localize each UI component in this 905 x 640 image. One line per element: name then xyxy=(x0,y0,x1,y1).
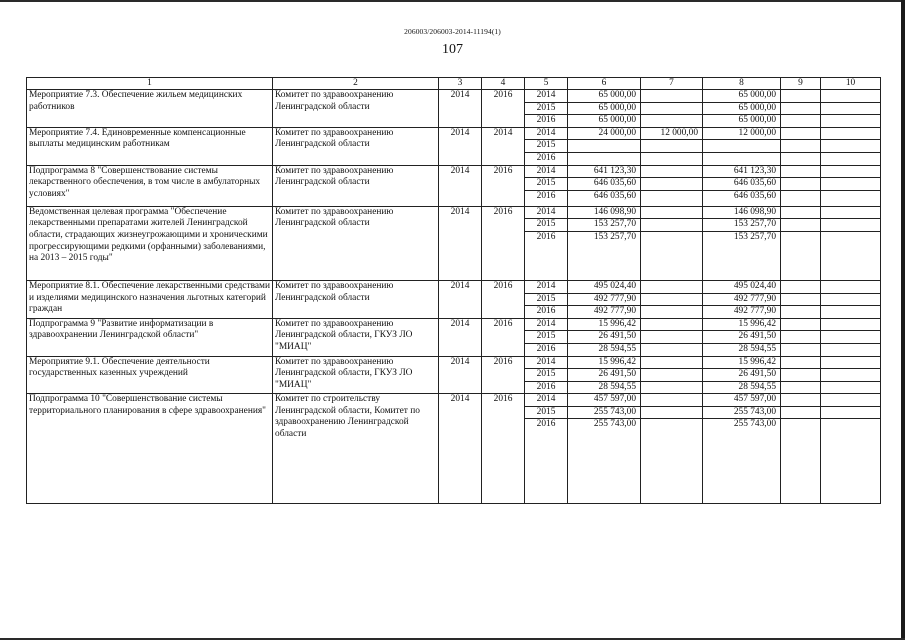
start-year-cell: 2014 xyxy=(439,318,482,356)
col10-cell xyxy=(821,178,881,191)
start-year-cell: 2014 xyxy=(439,90,482,128)
column-header: 9 xyxy=(781,78,821,90)
amount-total-cell: 646 035,60 xyxy=(568,190,641,206)
col9-cell xyxy=(781,331,821,344)
col9-cell xyxy=(781,115,821,128)
col9-cell xyxy=(781,293,821,306)
amount-regional-cell: 492 777,90 xyxy=(703,293,781,306)
document-code: 206003/206003-2014-11194(1) xyxy=(404,27,501,36)
amount-federal-cell xyxy=(641,406,703,419)
amount-regional-cell: 26 491,50 xyxy=(703,369,781,382)
year-cell: 2016 xyxy=(525,306,568,319)
col9-cell xyxy=(781,178,821,191)
col10-cell xyxy=(821,318,881,331)
year-cell: 2014 xyxy=(525,280,568,293)
table-row xyxy=(27,394,881,407)
year-cell: 2014 xyxy=(525,90,568,103)
year-cell: 2016 xyxy=(525,419,568,504)
amount-regional-cell: 495 024,40 xyxy=(703,280,781,293)
column-header: 5 xyxy=(525,78,568,90)
col10-cell xyxy=(821,127,881,140)
amount-federal-cell xyxy=(641,381,703,394)
col9-cell xyxy=(781,406,821,419)
start-year-cell: 2014 xyxy=(439,394,482,504)
col10-cell xyxy=(821,394,881,407)
year-cell: 2014 xyxy=(525,165,568,178)
amount-regional-cell: 255 743,00 xyxy=(703,419,781,504)
col10-cell xyxy=(821,306,881,319)
amount-federal-cell xyxy=(641,115,703,128)
table-row xyxy=(27,318,881,331)
col9-cell xyxy=(781,343,821,356)
amount-regional-cell xyxy=(703,152,781,165)
amount-federal-cell xyxy=(641,90,703,103)
amount-regional-cell: 28 594,55 xyxy=(703,343,781,356)
year-cell: 2015 xyxy=(525,406,568,419)
amount-regional-cell: 646 035,60 xyxy=(703,190,781,206)
amount-total-cell: 65 000,00 xyxy=(568,90,641,103)
col9-cell xyxy=(781,394,821,407)
amount-total-cell: 153 257,70 xyxy=(568,231,641,280)
column-header: 10 xyxy=(821,78,881,90)
year-cell: 2016 xyxy=(525,152,568,165)
amount-federal-cell xyxy=(641,293,703,306)
amount-regional-cell: 641 123,30 xyxy=(703,165,781,178)
amount-regional-cell: 646 035,60 xyxy=(703,178,781,191)
amount-regional-cell: 255 743,00 xyxy=(703,406,781,419)
amount-total-cell: 646 035,60 xyxy=(568,178,641,191)
column-header: 4 xyxy=(482,78,525,90)
amount-total-cell: 28 594,55 xyxy=(568,343,641,356)
amount-regional-cell xyxy=(703,140,781,153)
amount-regional-cell: 492 777,90 xyxy=(703,306,781,319)
amount-regional-cell: 153 257,70 xyxy=(703,219,781,232)
amount-federal-cell xyxy=(641,394,703,407)
year-cell: 2016 xyxy=(525,381,568,394)
executor-cell: Комитет по здравоохранению Ленинградской области xyxy=(273,165,439,206)
table-row xyxy=(27,356,881,369)
year-cell: 2015 xyxy=(525,140,568,153)
start-year-cell: 2014 xyxy=(439,356,482,394)
executor-cell: Комитет по здравоохранению Ленинградской области, ГКУЗ ЛО "МИАЦ" xyxy=(273,356,439,394)
executor-cell: Комитет по строительству Ленинградской области, Комитет по здравоохранению Ленинградской области xyxy=(273,394,439,504)
column-header: 7 xyxy=(641,78,703,90)
col9-cell xyxy=(781,140,821,153)
amount-regional-cell: 12 000,00 xyxy=(703,127,781,140)
col10-cell xyxy=(821,331,881,344)
amount-federal-cell xyxy=(641,165,703,178)
amount-total-cell: 492 777,90 xyxy=(568,293,641,306)
col9-cell xyxy=(781,190,821,206)
year-cell: 2016 xyxy=(525,343,568,356)
table-row xyxy=(27,206,881,219)
year-cell: 2016 xyxy=(525,190,568,206)
col10-cell xyxy=(821,190,881,206)
program-name-cell: Мероприятие 9.1. Обеспечение деятельности государственных казенных учреждений xyxy=(27,356,273,394)
col10-cell xyxy=(821,343,881,356)
amount-federal-cell xyxy=(641,318,703,331)
start-year-cell: 2014 xyxy=(439,165,482,206)
col9-cell xyxy=(781,165,821,178)
table-row xyxy=(27,127,881,140)
column-number-row xyxy=(27,78,881,90)
program-name-cell: Мероприятие 7.3. Обеспечение жильем медицинских работников xyxy=(27,90,273,128)
col9-cell xyxy=(781,280,821,293)
amount-federal-cell xyxy=(641,343,703,356)
col9-cell xyxy=(781,127,821,140)
executor-cell: Комитет по здравоохранению Ленинградской области xyxy=(273,127,439,165)
col10-cell xyxy=(821,293,881,306)
col10-cell xyxy=(821,140,881,153)
col9-cell xyxy=(781,419,821,504)
amount-federal-cell xyxy=(641,219,703,232)
amount-total-cell: 28 594,55 xyxy=(568,381,641,394)
column-header: 1 xyxy=(27,78,273,90)
year-cell: 2014 xyxy=(525,318,568,331)
table-row xyxy=(27,90,881,103)
executor-cell: Комитет по здравоохранению Ленинградской области xyxy=(273,280,439,318)
year-cell: 2014 xyxy=(525,394,568,407)
amount-total-cell: 65 000,00 xyxy=(568,102,641,115)
amount-regional-cell: 457 597,00 xyxy=(703,394,781,407)
program-name-cell: Подпрограмма 9 "Развитие информатизации в здравоохранении Ленинградской области" xyxy=(27,318,273,356)
amount-federal-cell xyxy=(641,152,703,165)
amount-federal-cell xyxy=(641,369,703,382)
amount-total-cell: 26 491,50 xyxy=(568,369,641,382)
amount-total-cell: 495 024,40 xyxy=(568,280,641,293)
end-year-cell: 2016 xyxy=(482,356,525,394)
end-year-cell: 2016 xyxy=(482,165,525,206)
table-row xyxy=(27,165,881,178)
program-name-cell: Мероприятие 7.4. Единовременные компенсационные выплаты медицинским работникам xyxy=(27,127,273,165)
amount-regional-cell: 146 098,90 xyxy=(703,206,781,219)
column-header: 6 xyxy=(568,78,641,90)
scan-border-right xyxy=(901,0,905,640)
page-number: 107 xyxy=(442,42,463,57)
col10-cell xyxy=(821,152,881,165)
col9-cell xyxy=(781,381,821,394)
col10-cell xyxy=(821,219,881,232)
year-cell: 2015 xyxy=(525,293,568,306)
scan-border-top xyxy=(0,0,905,2)
start-year-cell: 2014 xyxy=(439,280,482,318)
year-cell: 2015 xyxy=(525,369,568,382)
executor-cell: Комитет по здравоохранению Ленинградской области xyxy=(273,90,439,128)
amount-total-cell xyxy=(568,152,641,165)
amount-federal-cell xyxy=(641,231,703,280)
amount-total-cell: 65 000,00 xyxy=(568,115,641,128)
col9-cell xyxy=(781,219,821,232)
col9-cell xyxy=(781,318,821,331)
program-name-cell: Подпрограмма 10 "Совершенствование системы территориального планирования в сфере здравоохранения" xyxy=(27,394,273,504)
end-year-cell: 2016 xyxy=(482,318,525,356)
start-year-cell: 2014 xyxy=(439,127,482,165)
col10-cell xyxy=(821,231,881,280)
program-name-cell: Мероприятие 8.1. Обеспечение лекарственными средствами и изделиями медицинского назначения льготных категорий граждан xyxy=(27,280,273,318)
year-cell: 2015 xyxy=(525,178,568,191)
amount-total-cell: 255 743,00 xyxy=(568,419,641,504)
end-year-cell: 2016 xyxy=(482,280,525,318)
amount-regional-cell: 28 594,55 xyxy=(703,381,781,394)
col10-cell xyxy=(821,406,881,419)
amount-total-cell xyxy=(568,140,641,153)
col9-cell xyxy=(781,152,821,165)
program-name-cell: Ведомственная целевая программа "Обеспечение лекарственными препаратами жителей Ленинградской области, страдающих жизнеугрожающими и хроническими прогрессирующими редкими (орфанными) заболеваниями, на 2013 – 2015 годы" xyxy=(27,206,273,280)
col10-cell xyxy=(821,356,881,369)
start-year-cell: 2014 xyxy=(439,206,482,280)
amount-total-cell: 15 996,42 xyxy=(568,356,641,369)
amount-total-cell: 146 098,90 xyxy=(568,206,641,219)
amount-total-cell: 15 996,42 xyxy=(568,318,641,331)
column-header: 3 xyxy=(439,78,482,90)
amount-total-cell: 24 000,00 xyxy=(568,127,641,140)
amount-federal-cell xyxy=(641,419,703,504)
year-cell: 2014 xyxy=(525,127,568,140)
col9-cell xyxy=(781,90,821,103)
column-header: 2 xyxy=(273,78,439,90)
year-cell: 2015 xyxy=(525,102,568,115)
year-cell: 2014 xyxy=(525,206,568,219)
amount-regional-cell: 153 257,70 xyxy=(703,231,781,280)
program-name-cell: Подпрограмма 8 "Совершенствование системы лекарственного обеспечения, в том числе в амбулаторных условиях" xyxy=(27,165,273,206)
amount-total-cell: 641 123,30 xyxy=(568,165,641,178)
amount-federal-cell xyxy=(641,356,703,369)
amount-federal-cell xyxy=(641,178,703,191)
col9-cell xyxy=(781,231,821,280)
col9-cell xyxy=(781,356,821,369)
amount-regional-cell: 65 000,00 xyxy=(703,90,781,103)
col9-cell xyxy=(781,369,821,382)
amount-regional-cell: 65 000,00 xyxy=(703,115,781,128)
table-row xyxy=(27,280,881,293)
amount-federal-cell xyxy=(641,140,703,153)
year-cell: 2016 xyxy=(525,231,568,280)
program-table xyxy=(26,77,881,504)
amount-federal-cell xyxy=(641,306,703,319)
col10-cell xyxy=(821,419,881,504)
amount-regional-cell: 15 996,42 xyxy=(703,356,781,369)
amount-federal-cell xyxy=(641,206,703,219)
amount-federal-cell xyxy=(641,331,703,344)
amount-total-cell: 492 777,90 xyxy=(568,306,641,319)
col10-cell xyxy=(821,102,881,115)
end-year-cell: 2016 xyxy=(482,394,525,504)
col9-cell xyxy=(781,102,821,115)
col10-cell xyxy=(821,381,881,394)
executor-cell: Комитет по здравоохранению Ленинградской области xyxy=(273,206,439,280)
amount-total-cell: 26 491,50 xyxy=(568,331,641,344)
amount-total-cell: 255 743,00 xyxy=(568,406,641,419)
column-header: 8 xyxy=(703,78,781,90)
year-cell: 2016 xyxy=(525,115,568,128)
executor-cell: Комитет по здравоохранению Ленинградской области, ГКУЗ ЛО "МИАЦ" xyxy=(273,318,439,356)
amount-federal-cell xyxy=(641,280,703,293)
col10-cell xyxy=(821,115,881,128)
amount-regional-cell: 26 491,50 xyxy=(703,331,781,344)
year-cell: 2015 xyxy=(525,219,568,232)
col9-cell xyxy=(781,206,821,219)
col10-cell xyxy=(821,90,881,103)
end-year-cell: 2016 xyxy=(482,206,525,280)
col10-cell xyxy=(821,165,881,178)
amount-federal-cell: 12 000,00 xyxy=(641,127,703,140)
col10-cell xyxy=(821,206,881,219)
col10-cell xyxy=(821,369,881,382)
amount-federal-cell xyxy=(641,190,703,206)
end-year-cell: 2016 xyxy=(482,90,525,128)
col10-cell xyxy=(821,280,881,293)
amount-total-cell: 153 257,70 xyxy=(568,219,641,232)
amount-regional-cell: 65 000,00 xyxy=(703,102,781,115)
amount-federal-cell xyxy=(641,102,703,115)
end-year-cell: 2014 xyxy=(482,127,525,165)
amount-regional-cell: 15 996,42 xyxy=(703,318,781,331)
amount-total-cell: 457 597,00 xyxy=(568,394,641,407)
year-cell: 2015 xyxy=(525,331,568,344)
year-cell: 2014 xyxy=(525,356,568,369)
col9-cell xyxy=(781,306,821,319)
